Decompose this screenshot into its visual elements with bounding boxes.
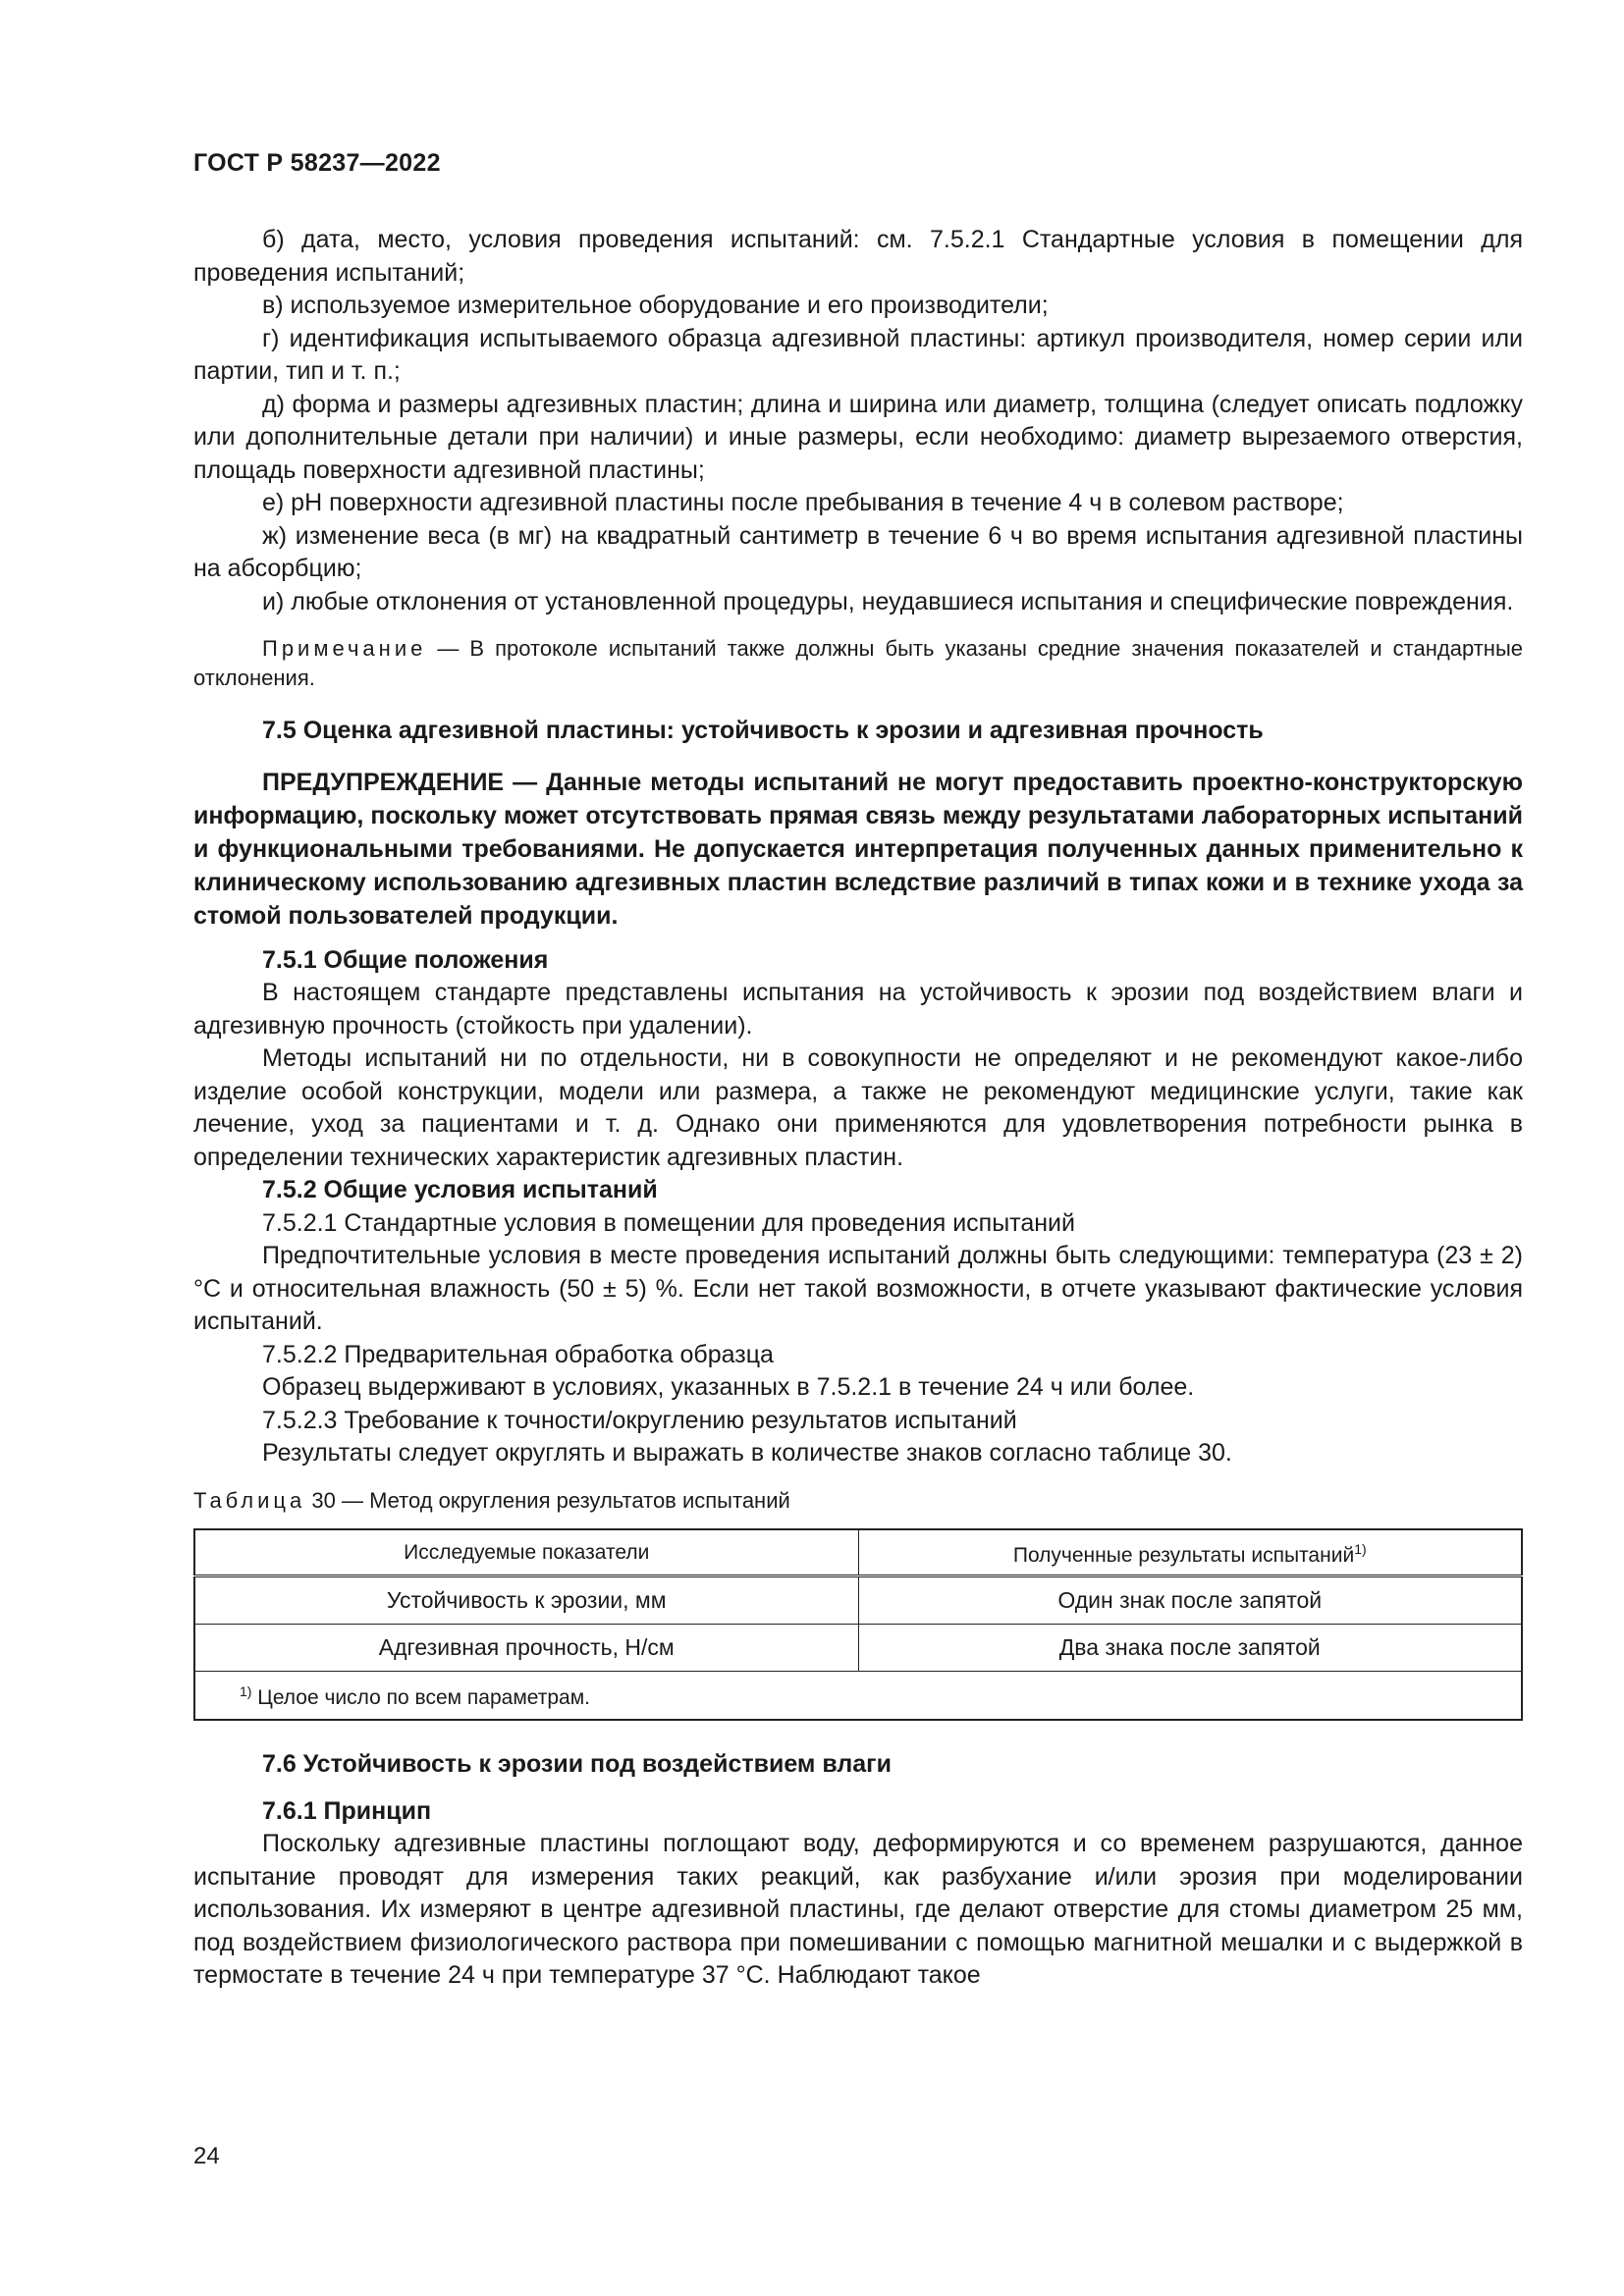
footnote-mark: 1): [240, 1683, 252, 1700]
paragraph: Поскольку адгезивные пластины поглощают воду, деформируются и со временем разрушаются, данное испытание проводят для измерения таких реакций, как разбухание и/или эрозия при моделировании использования. Их измеряют в центре адгезивной пластины, где делают отверстие для стомы диаметром 25 мм, под воздействием физиологического раствора при помешивании с помощью магнитной мешалки и с выдержкой в термостате в течение 24 ч при температуре 37 °С. Наблюдают такое: [193, 1830, 1523, 1989]
section-7-5-1-title: 7.5.1 Общие положения: [262, 945, 549, 974]
page-number: 24: [193, 2143, 220, 2169]
section-7-5-title: 7.5 Оценка адгезивной пластины: устойчивость к эрозии и адгезивная прочность: [262, 717, 1264, 744]
list-item-b: б) дата, место, условия проведения испытаний: см. 7.5.2.1 Стандартные условия в помещении для проведения испытаний;: [193, 226, 1523, 287]
paragraph: Методы испытаний ни по отдельности, ни в совокупности не определяют и не рекомендуют какое-либо изделие особой конструкции, модели или размера, а также не рекомендуют медицинские услуги, такие как лечение, уход за пациентами и т. д. Однако они применяются для удовлетворения потребности рынка в определении технических характеристик адгезивных пластин.: [193, 1044, 1523, 1171]
document-body: [193, 224, 1523, 1993]
document-header: ГОСТ Р 58237—2022: [193, 149, 441, 177]
list-item-v: в) используемое измерительное оборудование и его производители;: [262, 292, 1049, 319]
subsection-7-5-2-3: 7.5.2.3 Требование к точности/округлению результатов испытаний: [262, 1406, 1017, 1434]
section-7-6-1-title: 7.6.1 Принцип: [262, 1796, 432, 1825]
list-item-g: г) идентификация испытываемого образца адгезивной пластины: артикул производителя, номер серии или партии, тип и т. п.;: [193, 324, 1523, 385]
paragraph: В настоящем стандарте представлены испытания на устойчивость к эрозии под воздействием влаги и адгезивную прочность (стойкость при удалении).: [193, 979, 1523, 1040]
table-cell: Два знака после запятой: [858, 1625, 1522, 1672]
list-item-i: и) любые отклонения от установленной процедуры, неудавшиеся испытания и специфические повреждения.: [262, 587, 1514, 615]
table-caption: [193, 1484, 1523, 1518]
table-header-cell: Исследуемые показатели: [194, 1529, 858, 1576]
footnote-ref: 1): [1354, 1540, 1367, 1557]
note-label: Примечание: [262, 636, 427, 661]
note-text: — В протоколе испытаний также должны быть указаны средние значения показателей и стандартные отклонения.: [193, 636, 1523, 690]
section-7-5-2-title: 7.5.2 Общие условия испытаний: [262, 1176, 658, 1203]
table-caption-label: Таблица: [193, 1487, 306, 1513]
table-row: [194, 1625, 1522, 1672]
subsection-7-5-2-2: 7.5.2.2 Предварительная обработка образца: [262, 1340, 774, 1368]
table-row: [194, 1576, 1522, 1625]
table-cell: Один знак после запятой: [858, 1576, 1522, 1625]
table-caption-text: 30 — Метод округления результатов испытаний: [305, 1487, 790, 1513]
subsection-7-5-2-1: 7.5.2.1 Стандартные условия в помещении для проведения испытаний: [262, 1208, 1075, 1237]
warning-text: ПРЕДУПРЕЖДЕНИЕ — Данные методы испытаний не могут предоставить проектно-конструкторскую информацию, поскольку может отсутствовать прямая связь между результатами лабораторных испытаний и функциональными требованиями. Не допускается интерпретация полученных данных применительно к клиническому использованию адгезивных пластин вследствие различий в типах кожи и в технике ухода за стомой пользователей продукции.: [193, 768, 1523, 930]
paragraph: Результаты следует округлять и выражать в количестве знаков согласно таблице 30.: [262, 1439, 1232, 1467]
table-footnote-row: [194, 1672, 1522, 1721]
note: [193, 634, 1523, 693]
table-header-cell: [858, 1529, 1522, 1576]
table-header-text: Полученные результаты испытаний: [1012, 1543, 1355, 1567]
footnote-text: Целое число по всем параметрам.: [251, 1686, 590, 1710]
list-item-zh: ж) изменение веса (в мг) на квадратный сантиметр в течение 6 ч во время испытания адгезивной пластины на абсорбцию;: [193, 521, 1523, 582]
rounding-table: [193, 1528, 1523, 1721]
paragraph: Предпочтительные условия в месте проведения испытаний должны быть следующими: температура (23 ± 2) °С и относительная влажность (50 ± 5) %. Если нет такой возможности, в отчете указывают фактические условия испытаний.: [193, 1242, 1523, 1335]
table-cell: Устойчивость к эрозии, мм: [194, 1576, 858, 1625]
table-footnote: [194, 1672, 1522, 1721]
table-cell: Адгезивная прочность, Н/см: [194, 1625, 858, 1672]
paragraph: Образец выдерживают в условиях, указанных в 7.5.2.1 в течение 24 ч или более.: [262, 1373, 1195, 1401]
list-item-d: д) форма и размеры адгезивных пластин; длина и ширина или диаметр, толщина (следует описать подложку или дополнительные детали при наличии) и иные размеры, если необходимо: диаметр вырезаемого отверстия, площадь поверхности адгезивной пластины;: [193, 390, 1523, 484]
list-item-e: е) pH поверхности адгезивной пластины после пребывания в течение 4 ч в солевом растворе;: [262, 489, 1344, 516]
table-header-row: [194, 1529, 1522, 1576]
section-7-6-title: 7.6 Устойчивость к эрозии под воздействием влаги: [262, 1750, 892, 1778]
